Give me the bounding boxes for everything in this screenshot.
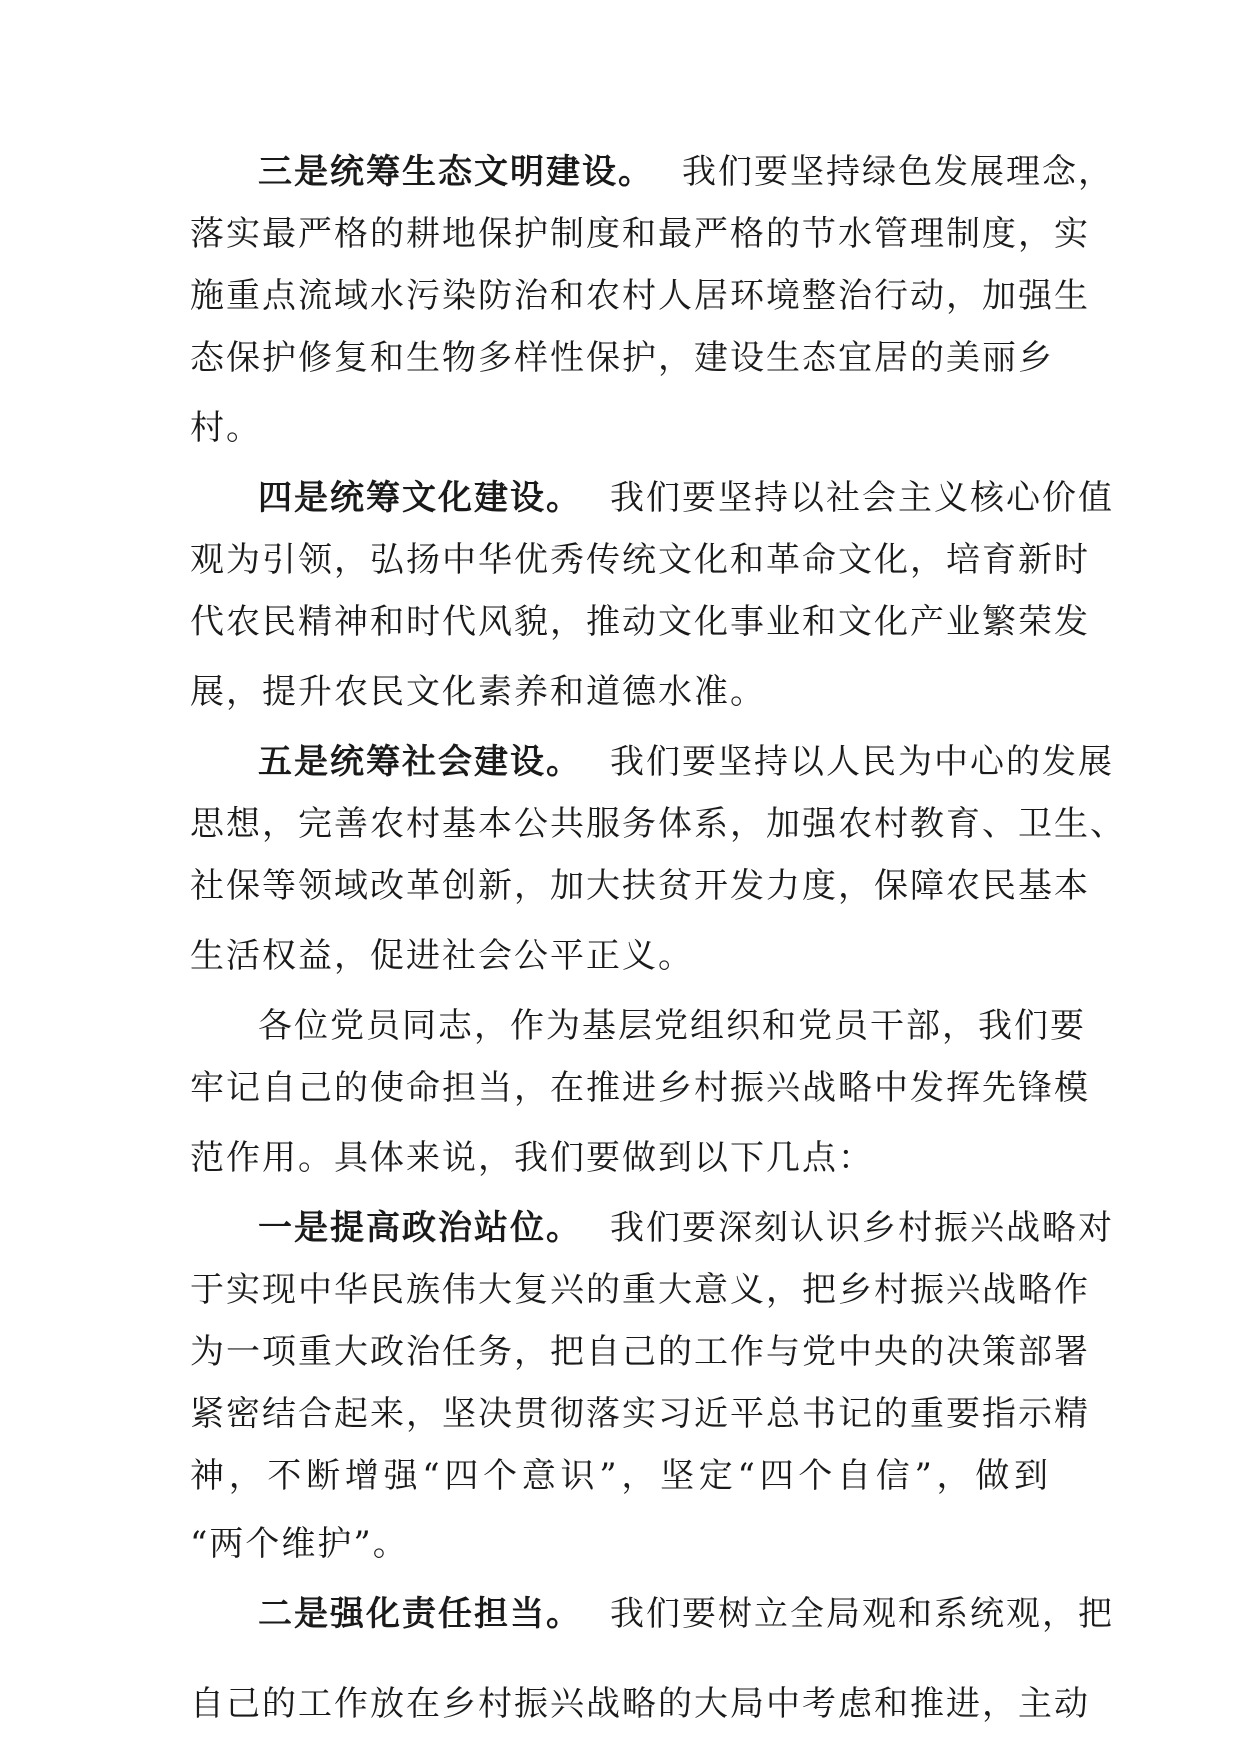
paragraph-text: 态保护修复和生物多样性保护，建设生态宜居的美丽乡 xyxy=(190,338,1054,378)
paragraph-text: 村。 xyxy=(190,408,262,448)
paragraph-text: 我们要树立全局观和系统观，把 xyxy=(610,1594,1114,1634)
paragraph-text: 观为引领，弘扬中华优秀传统文化和革命文化，培育新时 xyxy=(190,540,1090,580)
paragraph-text: 紧密结合起来，坚决贯彻落实习近平总书记的重要指示精 xyxy=(190,1394,1090,1434)
paragraph-text: 施重点流域水污染防治和农村人居环境整治行动，加强生 xyxy=(190,276,1090,316)
point-1-line-1 xyxy=(258,1208,1114,1248)
paragraph-text: 社保等领域改革创新，加大扶贫开发力度，保障农民基本 xyxy=(190,866,1090,906)
paragraph-text: 神，不断增强“四个意识”，坚定“四个自信”，做到 xyxy=(190,1456,1050,1496)
paragraph-text: 落实最严格的耕地保护制度和最严格的节水管理制度，实 xyxy=(190,214,1090,254)
section-heading-4: 四是统筹文化建设。 xyxy=(258,478,582,518)
paragraph-text: 我们要深刻认识乡村振兴战略对 xyxy=(610,1208,1114,1248)
paragraph-text: 我们要坚持绿色发展理念， xyxy=(682,152,1114,192)
paragraph-text: 思想，完善农村基本公共服务体系，加强农村教育、卫生、 xyxy=(190,804,1126,844)
paragraph-text: 范作用。具体来说，我们要做到以下几点： xyxy=(190,1138,874,1178)
point-2-line-1 xyxy=(258,1594,1114,1634)
point-heading-1: 一是提高政治站位。 xyxy=(258,1208,582,1248)
paragraph-text: “两个维护”。 xyxy=(190,1524,409,1564)
paragraph-text: 于实现中华民族伟大复兴的重大意义，把乡村振兴战略作 xyxy=(190,1270,1090,1310)
paragraph-text: 生活权益，促进社会公平正义。 xyxy=(190,936,694,976)
paragraph-text: 我们要坚持以社会主义核心价值 xyxy=(610,478,1114,518)
point-heading-2: 二是强化责任担当。 xyxy=(258,1594,582,1634)
paragraph-text: 牢记自己的使命担当，在推进乡村振兴战略中发挥先锋模 xyxy=(190,1068,1090,1108)
paragraph-text: 我们要坚持以人民为中心的发展 xyxy=(610,742,1114,782)
paragraph-text: 为一项重大政治任务，把自己的工作与党中央的决策部署 xyxy=(190,1332,1090,1372)
section-heading-3: 三是统筹生态文明建设。 xyxy=(258,152,654,192)
paragraph-text: 展，提升农民文化素养和道德水准。 xyxy=(190,672,766,712)
paragraph-text: 自己的工作放在乡村振兴战略的大局中考虑和推进，主动 xyxy=(190,1684,1090,1724)
paragraph-5-line-1 xyxy=(258,742,1114,782)
section-heading-5: 五是统筹社会建设。 xyxy=(258,742,582,782)
paragraph-4-line-1 xyxy=(258,478,1114,518)
paragraph-text: 代农民精神和时代风貌，推动文化事业和文化产业繁荣发 xyxy=(190,602,1090,642)
paragraph-text: 各位党员同志，作为基层党组织和党员干部，我们要 xyxy=(258,1006,1086,1046)
paragraph-3-line-1 xyxy=(258,152,1114,192)
